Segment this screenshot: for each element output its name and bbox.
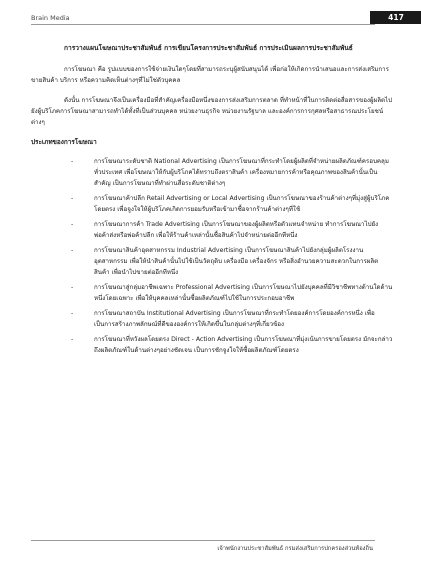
bullet-dash: - [71, 310, 74, 317]
advertising-types-list [31, 156, 393, 356]
list-item-text: การโฆษณาที่หวังผลโดยตรง Direct - Action Advertising เป็นการโฆษณาที่มุ่งเน้นการขายโดยตรง มักจะกล่าวถึงผลิตภัณฑ์ในด้านต่างๆอย่างชัดเจน เป็นการชักจูงใจให้ซื้อผลิตภัณฑ์โดยตรง [94, 336, 393, 354]
list-item-text: การโฆษณาระดับชาติ National Advertising เป็นการโฆษณาที่กระทำโดยผู้ผลิตที่จำหน่ายผลิตภัณฑ์ครอบคลุมทั่วประเทศ เพื่อโฆษณาให้กับผู้บริโภคได้ทราบถึงตราสินค้า เครื่องหมายการค้าหรือคุณภาพของสินค้านั้นเป็นสำคัญ เป็นการโฆษณาที่ทำผ่านสื่อระดับชาติต่างๆ [94, 158, 389, 187]
bullet-dash: - [71, 284, 74, 291]
footer-divider [31, 540, 375, 541]
document-body [31, 42, 393, 360]
bullet-dash: - [71, 336, 74, 343]
paragraph-role: ดังนั้น การโฆษณาจึงเป็นเครื่องมือที่สำคัญเครื่องมือหนึ่งของการส่งเสริมการตลาด ที่ทำหน้าที่ในการติดต่อสื่อสารของผู้ผลิตไปยังผู้บริโภคการโฆษณาสามารถทำได้ทั้งที่เป็นส่วนบุคคล หน่วยงานธุรกิจ หน่วยงานรัฐบาล และองค์การการกุศลหรือสาธารณประโยชน์ต่างๆ [31, 97, 393, 126]
bullet-dash: - [71, 247, 74, 254]
list-item [31, 308, 393, 330]
section-heading: ประเภทของการโฆษณา [31, 138, 97, 146]
list-item [31, 219, 393, 241]
list-item [31, 245, 393, 278]
page-number-badge: 417 [370, 11, 421, 24]
list-item [31, 156, 393, 189]
list-item [31, 334, 393, 356]
publisher-name: Brain Media [31, 14, 70, 22]
header-divider [31, 24, 375, 25]
list-item-text: การโฆษณาค้าปลีก Retail Advertising or Local Advertising เป็นการโฆษณาของร้านค้าต่างๆที่มุ่งสู่ผู้บริโภคโดยตรง เพื่อจูงใจให้ผู้บริโภคเกิดการยอมรับหรือเข้ามาซื้อจากร้านค้าต่างๆที่ใช้ [94, 195, 390, 213]
list-item-text: การโฆษณาสถาบัน Institutional Advertising เป็นการโฆษณาที่กระทำโดยองค์การโดยองค์การหนึ่ง เพื่อเป็นการสร้างภาพลักษณ์ที่ดีขององค์การให้เกิดขึ้นในกลุ่มต่างๆที่เกี่ยวข้อง [94, 310, 375, 328]
list-item-text: การโฆษณาสู่กลุ่มอาชีพเฉพาะ Professional Advertising เป็นการโฆษณาไปยังบุคคลที่มีวิชาชีพทางด้านใดด้านหนึ่งโดยเฉพาะ เพื่อให้บุคคลเหล่านั้นซื้อผลิตภัณฑ์ไปใช้ในการประกอบอาชีพ [94, 284, 393, 302]
bullet-dash: - [71, 221, 74, 228]
list-item [31, 193, 393, 215]
list-item [31, 282, 393, 304]
list-item-text: การโฆษณาสินค้าอุตสาหกรรม Industrial Advertising เป็นการโฆษณาสินค้าไปยังกลุ่มผู้ผลิตโรงงานอุตสาหกรรม เพื่อให้นำสินค้านั้นไปใช้เป็นวัตถุดิบ เครื่องมือ เครื่องจักร หรือสิ่งอำนวยความสะดวกในการผลิตสินค้า เพื่อนำไปขายต่ออีกทีหนึ่ง [94, 247, 379, 276]
list-item-text: การโฆษณาการค้า Trade Advertising เป็นการโฆษณาของผู้ผลิตหรือตัวแทนจำหน่าย ทำการโฆษณาไปยังพ่อค้าส่งหรือพ่อค้าปลีก เพื่อให้ร้านค้าเหล่านั้นซื้อสินค้าไปจำหน่ายต่ออีกทีหนึ่ง [94, 221, 379, 239]
paragraph-definition: การโฆษณา คือ รูปแบบของการใช้จ่ายเงินใดๆโดยที่สามารถระบุผู้สนับสนุนได้ เพื่อก่อให้เกิดการนำเสนอและการส่งเสริมการขายสินค้า บริการ หรือความคิดเห็นต่างๆที่ไม่ใช่ตัวบุคคล [31, 66, 389, 84]
bullet-dash: - [71, 158, 74, 165]
footer-text: เจ้าพนักงานประชาสัมพันธ์ กรมส่งเสริมการปกครองส่วนท้องถิ่น [217, 546, 373, 552]
document-title: การวางแผนโฆษณาประชาสัมพันธ์ การเขียนโครงการประชาสัมพันธ์ การประเมินผลการประชาสัมพันธ์ [64, 44, 353, 52]
bullet-dash: - [71, 195, 74, 202]
